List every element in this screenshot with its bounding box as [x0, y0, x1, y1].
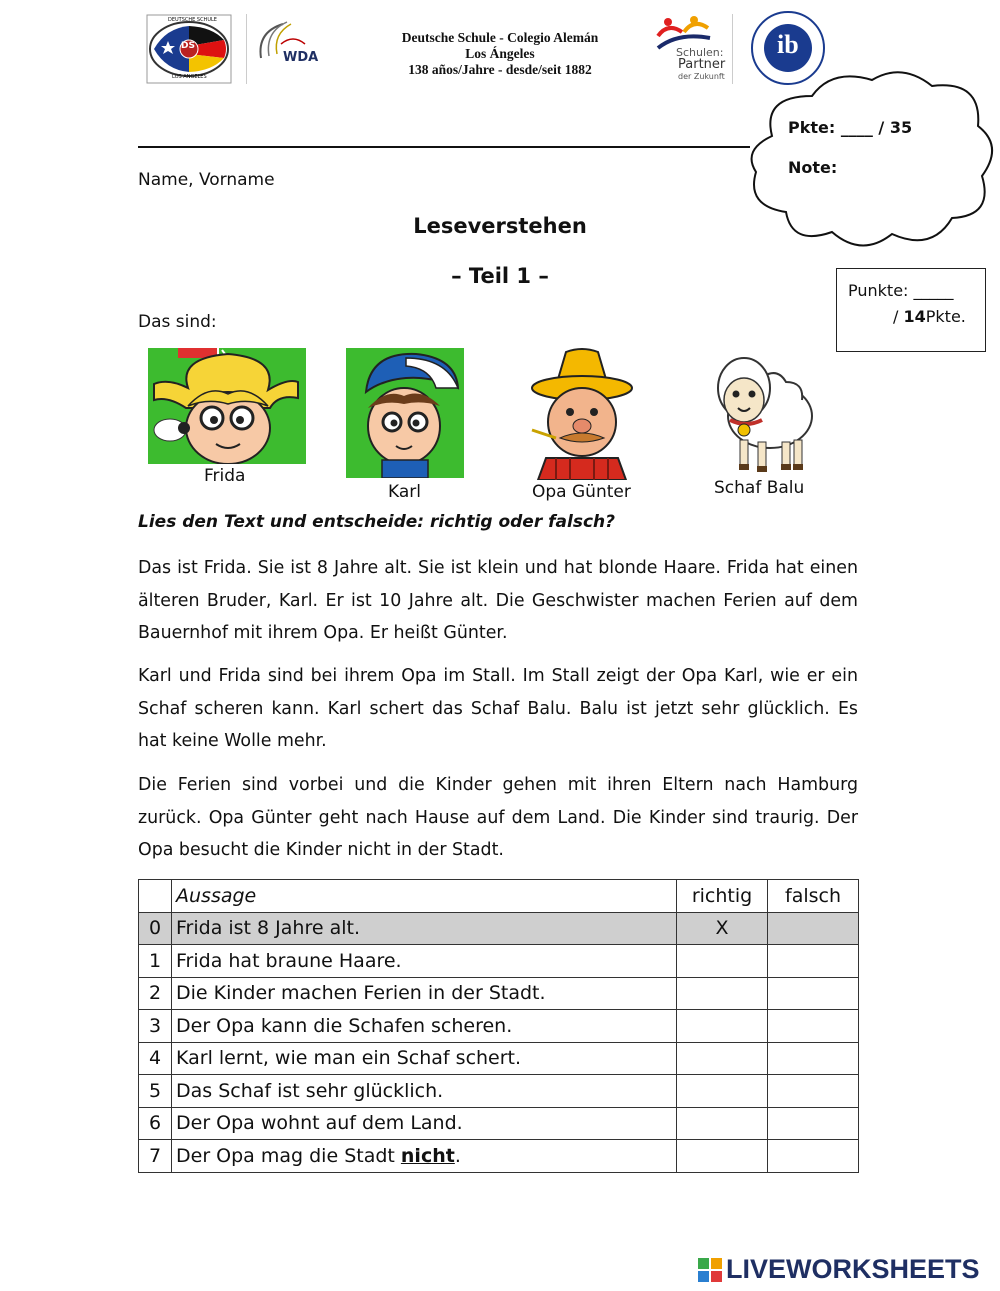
- liveworksheets-brand[interactable]: LIVEWORKSHEETS: [726, 1254, 980, 1284]
- row-statement: Frida ist 8 Jahre alt.: [172, 912, 677, 945]
- header-num: [139, 880, 172, 913]
- row-falsch-cell[interactable]: [768, 1107, 859, 1140]
- table-row: [139, 977, 859, 1010]
- name-line: [138, 146, 750, 148]
- liveworksheets-logo-icon: [698, 1258, 722, 1282]
- row-falsch-cell: [768, 912, 859, 945]
- row-richtig-cell[interactable]: [677, 1010, 768, 1043]
- row-statement: Frida hat braune Haare.: [172, 945, 677, 978]
- frida-picture: [148, 348, 306, 464]
- page-title: Leseverstehen: [413, 214, 587, 238]
- row-number: 6: [139, 1107, 172, 1140]
- punkte-box: [836, 268, 986, 352]
- row-falsch-cell[interactable]: [768, 977, 859, 1010]
- row-falsch-cell[interactable]: [768, 1042, 859, 1075]
- karl-picture: [346, 348, 464, 478]
- punkte-total: 14: [903, 307, 926, 326]
- school-city: Los Ángeles: [465, 46, 535, 61]
- note-label: Note:: [788, 158, 838, 177]
- punkte-row2: [893, 307, 966, 326]
- reading-paragraph-1: Das ist Frida. Sie ist 8 Jahre alt. Sie ist klein und hat blonde Haare. Frida hat einen älteren Bruder, Karl. Er ist 10 Jahre alt. Die Geschwister machen Ferien auf dem Bauernhof mit ihrem Opa. Er heißt Günter.: [138, 558, 858, 643]
- ds-school-logo: [146, 14, 232, 84]
- table-row: [139, 1042, 859, 1075]
- school-header: [330, 30, 670, 78]
- header-statement: Aussage: [172, 880, 677, 913]
- pasch-line2: Partner: [678, 57, 726, 72]
- row-number: 3: [139, 1010, 172, 1043]
- row-statement: Das Schaf ist sehr glücklich.: [172, 1075, 677, 1108]
- punkte-row1: [848, 281, 954, 300]
- row-number: 4: [139, 1042, 172, 1075]
- pasch-line3: der Zukunft: [678, 72, 725, 81]
- row-falsch-cell[interactable]: [768, 1075, 859, 1108]
- row-number: 2: [139, 977, 172, 1010]
- ds-logo-bottom-text: LOS ANGELES: [172, 74, 207, 80]
- name-label: Name, Vorname: [138, 170, 275, 190]
- school-since: 138 años/Jahre - desde/seit 1882: [408, 62, 592, 77]
- row-statement: Karl lernt, wie man ein Schaf schert.: [172, 1042, 677, 1075]
- intro-text: Das sind:: [138, 312, 217, 332]
- table-row: [139, 945, 859, 978]
- pasch-line1: Schulen:: [676, 46, 724, 59]
- table-row: [139, 1010, 859, 1043]
- table-header-row: [139, 880, 859, 913]
- punkte-unit: Pkte.: [925, 307, 966, 326]
- header-falsch: falsch: [768, 880, 859, 913]
- character-label-frida: Frida: [204, 466, 246, 486]
- row-statement: [172, 1140, 677, 1173]
- true-false-table: [138, 879, 859, 1173]
- row-number: 7: [139, 1140, 172, 1173]
- row-richtig-cell[interactable]: [677, 1140, 768, 1173]
- ib-logo-text: ib: [777, 30, 799, 59]
- reading-paragraph-2: Karl und Frida sind bei ihrem Opa im Stall. Im Stall zeigt der Opa Karl, wie er ein Schaf scheren kann. Karl schert das Schaf Balu. Balu ist jetzt sehr glücklich. Es hat keine Wolle mehr.: [138, 666, 858, 751]
- page-subtitle: – Teil 1 –: [451, 264, 549, 288]
- character-label-karl: Karl: [388, 482, 421, 502]
- punkte-label: Punkte:: [848, 281, 909, 300]
- character-label-schaf: Schaf Balu: [714, 478, 805, 498]
- character-label-opa: Opa Günter: [532, 482, 631, 502]
- row-number: 0: [139, 912, 172, 945]
- row-statement: Die Kinder machen Ferien in der Stadt.: [172, 977, 677, 1010]
- row-number: 1: [139, 945, 172, 978]
- row-richtig-cell[interactable]: [677, 1042, 768, 1075]
- row-falsch-cell[interactable]: [768, 1010, 859, 1043]
- pkte-line: [788, 118, 912, 137]
- table-row: [139, 1140, 859, 1173]
- row-richtig-cell[interactable]: [677, 977, 768, 1010]
- wda-logo: [246, 14, 329, 84]
- row-statement-prefix: Der Opa mag die Stadt: [176, 1144, 401, 1167]
- row-statement-suffix: .: [454, 1144, 461, 1167]
- ds-logo-center-text: DS: [181, 41, 195, 51]
- pkte-label: Pkte:: [788, 118, 836, 137]
- row-richtig-cell[interactable]: [677, 1075, 768, 1108]
- row-falsch-cell[interactable]: [768, 945, 859, 978]
- row-statement: Der Opa wohnt auf dem Land.: [172, 1107, 677, 1140]
- table-row: [139, 912, 859, 945]
- punkte-slash: /: [893, 307, 899, 326]
- pkte-blank[interactable]: ____: [840, 118, 873, 137]
- row-number: 5: [139, 1075, 172, 1108]
- ds-logo-top-text: DEUTSCHE SCHULE: [168, 17, 217, 23]
- row-richtig-cell[interactable]: [677, 1107, 768, 1140]
- opa-guenter-picture: [526, 346, 638, 480]
- row-richtig-cell[interactable]: [677, 945, 768, 978]
- pasch-logo: [648, 14, 733, 84]
- schaf-balu-picture: [706, 348, 816, 474]
- header-richtig: richtig: [677, 880, 768, 913]
- table-row: [139, 1075, 859, 1108]
- task-instruction: Lies den Text und entscheide: richtig oder falsch?: [138, 512, 615, 532]
- row-richtig-cell: X: [677, 912, 768, 945]
- row-statement-emphasis: nicht: [400, 1144, 455, 1167]
- school-name: Deutsche Schule - Colegio Alemán: [401, 30, 599, 45]
- pkte-total: / 35: [878, 118, 913, 137]
- punkte-blank[interactable]: _____: [913, 281, 954, 300]
- wda-logo-text: WDA: [283, 50, 319, 65]
- reading-paragraph-3: Die Ferien sind vorbei und die Kinder gehen mit ihren Eltern nach Hamburg zurück. Opa Günter geht nach Hause auf dem Land. Die Kinder sind traurig. Der Opa besucht die Kinder nicht in der Stadt.: [138, 775, 858, 860]
- row-falsch-cell[interactable]: [768, 1140, 859, 1173]
- row-statement: Der Opa kann die Schafen scheren.: [172, 1010, 677, 1043]
- table-row: [139, 1107, 859, 1140]
